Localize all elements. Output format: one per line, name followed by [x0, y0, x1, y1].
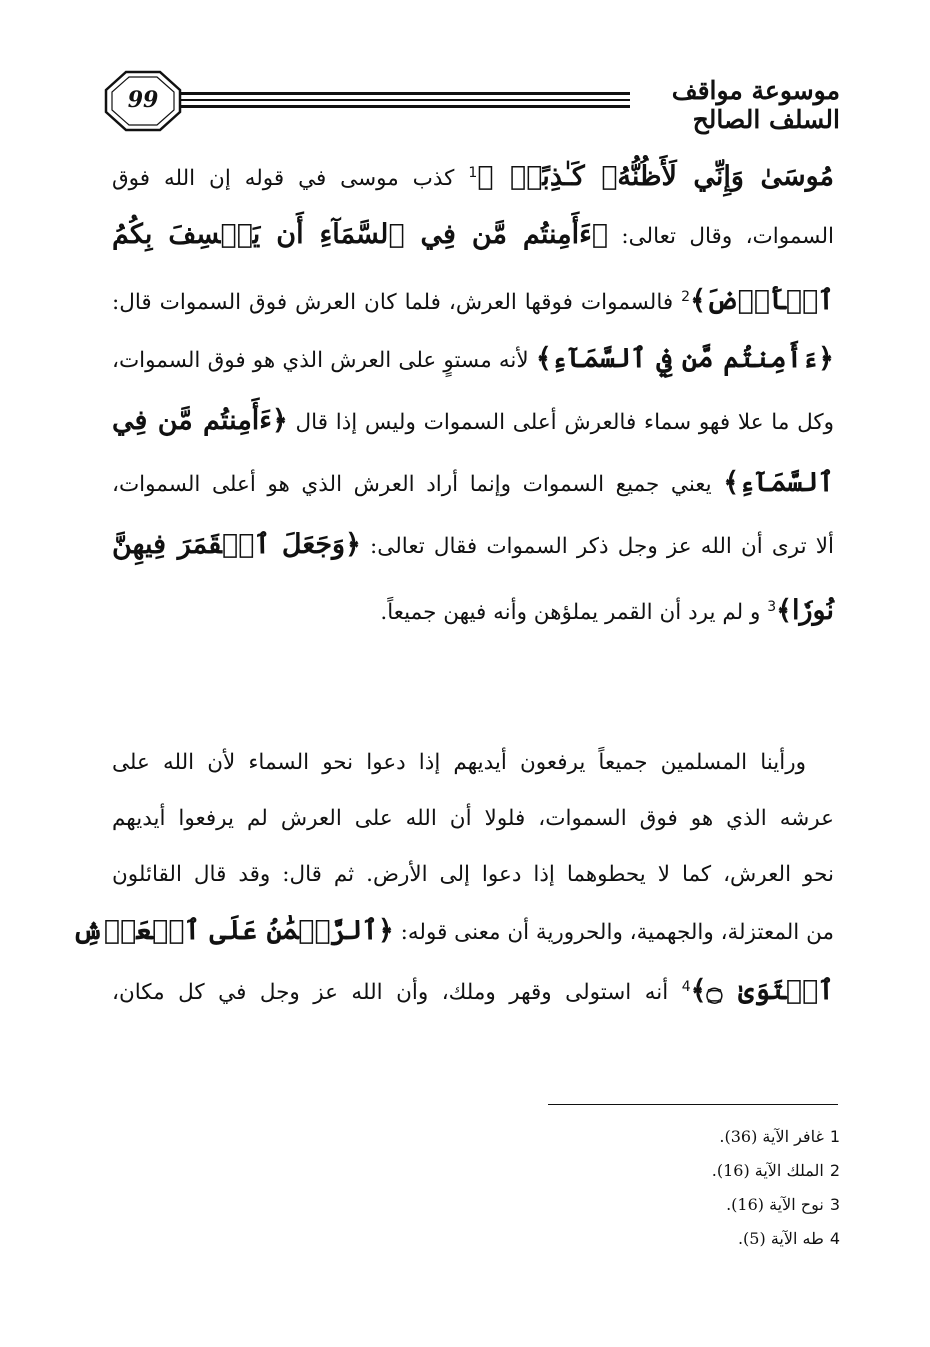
text-line: [112, 452, 834, 514]
footnotes: [540, 1120, 840, 1256]
line-text: ألا ترى أن الله عز وجل ذكر السموات فقال تعالى:: [360, 534, 835, 559]
quran-verse: نُورٗا﴾: [776, 595, 834, 627]
footnote-text: الملك الآية (16).: [711, 1161, 824, 1180]
second-paragraph: [72, 735, 834, 1015]
text-line: [112, 514, 834, 576]
text-line: [112, 204, 834, 266]
line-text: وكل ما علا فهو سماء فالعرش أعلى السموات وليس إذا قال: [287, 410, 834, 435]
footnote-marker: 4: [681, 979, 691, 995]
quran-verse: ٱسۡتَوَىٰ ۝﴾: [690, 975, 834, 1007]
line-text: لأنه مستوٍ على العرش الذي هو فوق السموات،: [112, 348, 536, 373]
text-line: [112, 959, 834, 1015]
line-text: و لم يرد أن القمر يملؤهن وأنه فيهن جميعاً.: [380, 600, 768, 626]
quran-verse: مُوسَىٰ وَإِنِّي لَأَظُنُّهُۥ كَـٰذِبًاۚ ﴾: [477, 161, 834, 193]
footnote-number: 4: [829, 1229, 840, 1248]
page-header: [100, 70, 840, 132]
line-text: أنه استولى وقهر وملك، وأن الله عز وجل في كل مكان،: [112, 980, 682, 1006]
text-line: [112, 142, 834, 204]
quran-verse: ﴿ٱلرَّحۡمَٰنُ عَلَى ٱلۡعَرۡشِ: [72, 915, 394, 946]
footnote-number: 1: [829, 1127, 840, 1146]
line-text: نحو العرش، كما لا يحطوهما إذا دعوا إلى الأرض. ثم قال: وقد قال القائلون: [112, 862, 834, 887]
footnote: [540, 1120, 840, 1154]
footnote-text: غافر الآية (36).: [719, 1127, 824, 1146]
text-line: [112, 328, 834, 390]
line-text: السموات، وقال تعالى:: [607, 224, 834, 249]
series-title: موسوعة مواقف السلف الصالح: [671, 76, 840, 134]
footnote-number: 3: [829, 1195, 840, 1214]
quran-verse: ﴿ءَأَمِنتُم مَّن فِي ٱلسَّمَآءِ أَن يَخۡسِفَ بِكُمُ: [112, 219, 608, 250]
text-line: [112, 847, 834, 903]
header-rule-bottom: [180, 105, 630, 108]
quran-verse: ٱلۡأَرۡضَ﴾: [690, 285, 834, 317]
text-line: [72, 903, 834, 959]
quran-verse: ﴿وَجَعَلَ ٱلۡقَمَرَ فِيهِنَّ: [112, 529, 361, 560]
footnote-text: طه الآية (5).: [737, 1229, 824, 1248]
line-text: كذب موسى في قوله إن الله فوق: [112, 166, 469, 192]
quran-verse: ٱلسَّمَآءِ﴾: [723, 467, 834, 498]
main-paragraph: [112, 142, 834, 638]
footnote: [540, 1154, 840, 1188]
line-text: ورأينا المسلمين جميعاً يرفعون أيديهم إذا دعوا نحو السماء لأن الله على: [112, 750, 806, 775]
footnote-marker: 2: [681, 289, 691, 305]
line-text: يعني جميع السموات وإنما أراد العرش الذي هو أعلى السموات،: [112, 472, 724, 497]
footnote-separator: [548, 1104, 838, 1105]
footnote-marker: 3: [767, 599, 777, 615]
page-number: 99: [127, 87, 159, 113]
line-text: من المعتزلة، والجهمية، والحرورية أن معنى قوله:: [393, 920, 834, 945]
footnote-text: نوح الآية (16).: [726, 1195, 824, 1214]
footnote: [540, 1188, 840, 1222]
text-line: [112, 390, 834, 452]
line-text: عرشه الذي هو فوق السموات، فلولا أن الله على العرش لم يرفعوا أيديهم: [112, 806, 834, 831]
footnote-marker: 1: [468, 165, 478, 181]
header-rule-top: [180, 92, 630, 95]
line-text: فالسموات فوقها العرش، فلما كان العرش فوق السموات قال:: [112, 290, 682, 316]
header-rule-middle: [180, 99, 630, 101]
quran-verse: ﴿ءَأَمِنتُم مَّن فِي ٱلسَّمَآءِ﴾: [535, 343, 834, 374]
text-line: [112, 791, 834, 847]
text-line: [112, 266, 834, 328]
page-number-badge: [104, 70, 182, 132]
text-line: [112, 576, 834, 638]
text-line: [112, 735, 834, 791]
quran-verse: ﴿ءَأَمِنتُم مَّن فِي: [112, 405, 288, 436]
footnote-number: 2: [829, 1161, 840, 1180]
footnote: [540, 1222, 840, 1256]
